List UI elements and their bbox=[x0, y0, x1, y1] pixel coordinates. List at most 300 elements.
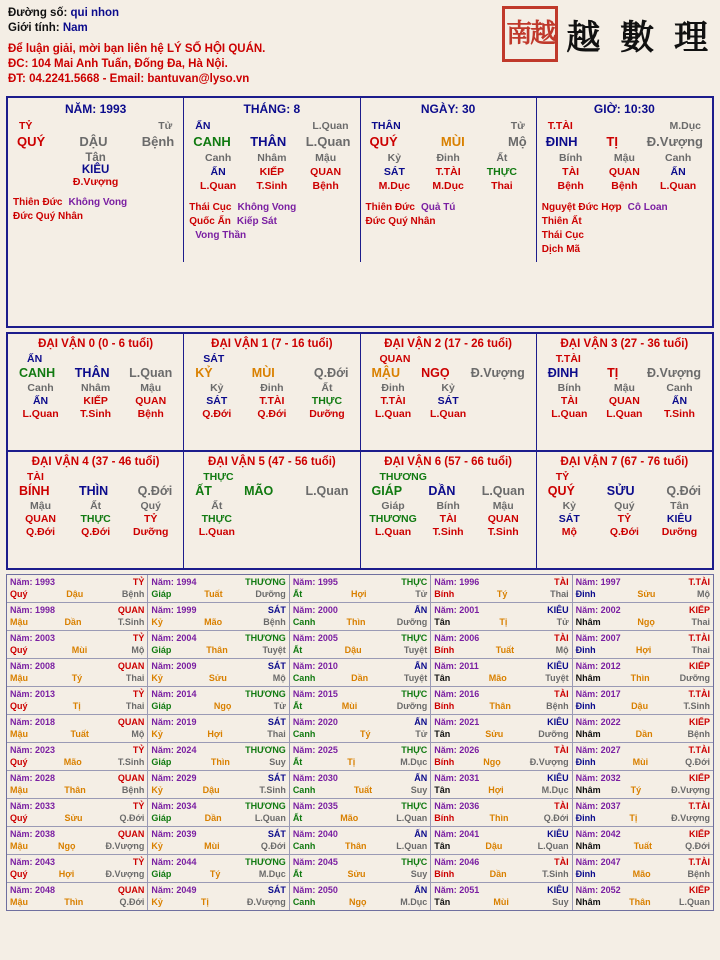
year-cell-line2 bbox=[293, 700, 427, 712]
year-cell-line2 bbox=[293, 896, 427, 908]
year-ten-god: SÁT bbox=[267, 829, 286, 839]
year-cell[interactable] bbox=[7, 687, 148, 714]
pillar-branch: MÙI bbox=[440, 134, 465, 149]
year-cell[interactable] bbox=[148, 799, 289, 826]
year-stage: Thai bbox=[125, 701, 145, 711]
hidden-god: TÀI bbox=[439, 513, 457, 525]
year-cell-line1 bbox=[434, 604, 568, 616]
year-branch: Mùi bbox=[632, 757, 649, 767]
year-cell[interactable] bbox=[290, 575, 431, 602]
year-ten-god: SÁT bbox=[267, 605, 286, 615]
year-cell[interactable] bbox=[148, 603, 289, 630]
year-cell-line2 bbox=[434, 784, 568, 796]
dai-van-cell bbox=[8, 334, 184, 450]
year-stem: Quý bbox=[10, 701, 28, 711]
table-row bbox=[7, 603, 713, 631]
year-branch: Hợi bbox=[58, 869, 75, 879]
year-cell-line1 bbox=[10, 632, 144, 644]
year-cell[interactable] bbox=[573, 883, 713, 910]
year-stage: Tử bbox=[556, 617, 569, 627]
year-prefix: Năm: bbox=[434, 689, 460, 699]
year-prefix: Năm: bbox=[10, 689, 36, 699]
table-row bbox=[7, 827, 713, 855]
year-cell[interactable] bbox=[290, 799, 431, 826]
pillar-note: Đức Quý Nhân bbox=[13, 211, 84, 222]
hidden-stem: Mậu bbox=[30, 500, 52, 512]
year-cell-line1 bbox=[293, 660, 427, 672]
year-cell[interactable] bbox=[7, 855, 148, 882]
year-cell-line2 bbox=[10, 812, 144, 824]
dai-van-stage: L.Quan bbox=[481, 484, 525, 498]
year-stage: Bệnh bbox=[687, 729, 711, 739]
dai-van-cell bbox=[184, 452, 360, 568]
hidden-stem: Mậu bbox=[492, 500, 514, 512]
hidden-stage: Dưỡng bbox=[661, 526, 698, 538]
hidden-stage: T.Sinh bbox=[663, 408, 695, 420]
dai-van-title: ĐẠI VẬN 5 (47 - 56 tuổi) bbox=[207, 456, 336, 468]
hidden-god: QUAN bbox=[487, 513, 519, 525]
year-cell[interactable] bbox=[290, 743, 431, 770]
contact-note-1: Để luận giải, mời bạn liên hệ LÝ SỐ HỘI QUÁN. bbox=[8, 43, 266, 55]
hidden-stem: Ất bbox=[90, 500, 102, 512]
year-stem: Mậu bbox=[10, 785, 28, 795]
year-prefix: Năm: bbox=[575, 633, 601, 643]
year-value: 2007 bbox=[600, 633, 621, 643]
year-stage: Bệnh bbox=[687, 869, 711, 879]
dai-van-branch: SỬU bbox=[606, 484, 635, 498]
dai-van-mainrow bbox=[13, 483, 178, 498]
year-value: 2039 bbox=[176, 829, 197, 839]
hidden-stem: Bính bbox=[558, 152, 583, 164]
dai-van-mainrow bbox=[366, 483, 531, 498]
year-cell[interactable] bbox=[290, 883, 431, 910]
brand-logo bbox=[502, 6, 712, 62]
hidden-god: SÁT bbox=[206, 395, 228, 407]
year-cell[interactable] bbox=[148, 715, 289, 742]
year-cell[interactable] bbox=[148, 743, 289, 770]
pillar-note-row bbox=[542, 201, 707, 215]
year-ten-god: THỰC bbox=[401, 801, 428, 811]
year-cell[interactable] bbox=[290, 687, 431, 714]
year-ten-god: ẤN bbox=[414, 605, 428, 615]
pillar-note-row bbox=[542, 229, 707, 243]
year-stem: Mậu bbox=[10, 673, 28, 683]
hidden-god: QUAN bbox=[608, 166, 640, 178]
hidden-stem: Đinh bbox=[436, 152, 460, 164]
year-ten-god: KIÊU bbox=[547, 661, 569, 671]
year-label bbox=[434, 632, 479, 644]
year-stage: Tuyệt bbox=[403, 645, 428, 655]
year-label bbox=[576, 604, 621, 616]
year-cell-line1 bbox=[293, 716, 427, 728]
year-prefix: Năm: bbox=[10, 717, 36, 727]
dai-van-hidden-col bbox=[244, 382, 299, 421]
year-label bbox=[10, 660, 55, 672]
dai-van-stage: Q.Đới bbox=[666, 484, 701, 498]
year-cell[interactable] bbox=[573, 827, 713, 854]
year-branch: Thìn bbox=[210, 757, 230, 767]
year-value: 2016 bbox=[459, 689, 480, 699]
year-stage: Dưỡng bbox=[538, 729, 569, 739]
year-branch: Thìn bbox=[64, 897, 84, 907]
table-row bbox=[7, 631, 713, 659]
hidden-god: KIẾP bbox=[259, 166, 285, 178]
year-stem: Kỷ bbox=[151, 841, 163, 851]
year-ten-god: ẤN bbox=[414, 773, 428, 783]
pillar-note: Vong Thần bbox=[195, 230, 247, 241]
year-cell[interactable] bbox=[148, 855, 289, 882]
year-cell-line1 bbox=[10, 744, 144, 756]
year-stem: Quý bbox=[10, 869, 28, 879]
dai-van-cell bbox=[184, 334, 360, 450]
year-cell[interactable] bbox=[431, 603, 572, 630]
year-cell[interactable] bbox=[573, 659, 713, 686]
year-cell[interactable] bbox=[573, 799, 713, 826]
year-cell[interactable] bbox=[431, 743, 572, 770]
year-prefix: Năm: bbox=[292, 633, 318, 643]
dai-van-cell bbox=[537, 334, 712, 450]
year-stem: Giáp bbox=[151, 645, 172, 655]
year-cell[interactable] bbox=[290, 771, 431, 798]
year-stem: Kỷ bbox=[151, 785, 163, 795]
year-cell[interactable] bbox=[148, 659, 289, 686]
table-row bbox=[7, 799, 713, 827]
year-cell[interactable] bbox=[7, 743, 148, 770]
year-ten-god: KIẾP bbox=[689, 605, 711, 615]
year-value: 2017 bbox=[600, 689, 621, 699]
year-cell[interactable] bbox=[7, 883, 148, 910]
pillar-note-row bbox=[189, 215, 354, 229]
dai-van-ten-god: ẤN bbox=[27, 353, 43, 365]
dai-van-stage: Q.Đới bbox=[137, 484, 173, 498]
year-ten-god: TÀI bbox=[554, 633, 569, 643]
year-branch: Sửu bbox=[208, 673, 227, 683]
pillar-stem: ĐINH bbox=[545, 134, 578, 149]
year-stage: Thai bbox=[125, 673, 145, 683]
year-cell-line1 bbox=[434, 856, 568, 868]
dai-van-stem: KỶ bbox=[195, 366, 213, 380]
year-cell-line2 bbox=[10, 588, 144, 600]
year-cell-line1 bbox=[10, 688, 144, 700]
pillar-stage-value: Bệnh bbox=[141, 134, 175, 149]
year-label bbox=[10, 632, 55, 644]
year-value: 2005 bbox=[317, 633, 338, 643]
year-cell-line1 bbox=[293, 576, 427, 588]
year-cell-line1 bbox=[576, 632, 710, 644]
year-branch: Sửu bbox=[485, 729, 504, 739]
year-value: 2052 bbox=[600, 885, 621, 895]
year-cell[interactable] bbox=[7, 631, 148, 658]
dai-van-branch: MÃO bbox=[244, 484, 274, 498]
year-cell[interactable] bbox=[148, 631, 289, 658]
year-value: 2001 bbox=[459, 605, 480, 615]
year-value: 2033 bbox=[35, 801, 56, 811]
year-cell[interactable] bbox=[290, 827, 431, 854]
year-cell[interactable] bbox=[290, 603, 431, 630]
pillar-column bbox=[537, 98, 712, 262]
year-stage: Đ.Vượng bbox=[671, 785, 711, 795]
year-cell-line1 bbox=[151, 660, 285, 672]
year-stage: Bệnh bbox=[546, 701, 569, 711]
dai-van-hidden-col bbox=[366, 382, 421, 421]
dai-van-hidden-col bbox=[189, 382, 244, 421]
pillar-branch: THÂN bbox=[250, 134, 287, 149]
year-branch: Tị bbox=[347, 757, 356, 767]
year-label bbox=[293, 632, 338, 644]
year-branch: Mão bbox=[632, 869, 651, 879]
year-stage: Dưỡng bbox=[396, 617, 428, 627]
year-cell[interactable] bbox=[431, 855, 572, 882]
year-cell-line1 bbox=[151, 800, 285, 812]
year-ten-god: QUAN bbox=[117, 661, 145, 671]
year-stage: Tuyệt bbox=[403, 673, 428, 683]
year-prefix: Năm: bbox=[292, 717, 318, 727]
year-ten-god: THỰC bbox=[401, 857, 428, 867]
year-prefix: Năm: bbox=[151, 689, 177, 699]
dai-van-stage: Đ.Vượng bbox=[470, 366, 525, 380]
year-ten-god: QUAN bbox=[117, 717, 145, 727]
year-cell[interactable] bbox=[290, 659, 431, 686]
year-cell[interactable] bbox=[148, 771, 289, 798]
year-cell-line1 bbox=[151, 688, 285, 700]
year-cell[interactable] bbox=[431, 575, 572, 602]
year-prefix: Năm: bbox=[434, 717, 460, 727]
year-cell[interactable] bbox=[573, 743, 713, 770]
year-label bbox=[434, 716, 479, 728]
pillar-ten-god: ẤN bbox=[195, 120, 211, 132]
year-cell[interactable] bbox=[573, 603, 713, 630]
year-cell-line1 bbox=[151, 772, 285, 784]
year-cell[interactable] bbox=[431, 715, 572, 742]
hidden-stem: Canh bbox=[665, 152, 692, 164]
year-cell[interactable] bbox=[148, 687, 289, 714]
year-branch: Dậu bbox=[631, 701, 649, 711]
year-stem: Nhâm bbox=[575, 785, 601, 795]
year-prefix: Năm: bbox=[292, 605, 318, 615]
year-stage: Q.Đới bbox=[260, 841, 286, 851]
year-stem: Bính bbox=[434, 869, 455, 879]
year-value: 2013 bbox=[35, 689, 56, 699]
year-cell-line1 bbox=[576, 800, 710, 812]
year-cell[interactable] bbox=[290, 631, 431, 658]
pillar-subrow bbox=[13, 120, 178, 132]
year-value: 2028 bbox=[35, 773, 56, 783]
year-stage: Đ.Vượng bbox=[246, 897, 286, 907]
year-value: 1996 bbox=[459, 577, 480, 587]
year-ten-god: TÀI bbox=[554, 745, 569, 755]
year-cell-line2 bbox=[434, 700, 568, 712]
year-cell-line1 bbox=[10, 884, 144, 896]
year-ten-god: QUAN bbox=[117, 773, 145, 783]
year-cell[interactable] bbox=[7, 575, 148, 602]
year-cell[interactable] bbox=[573, 687, 713, 714]
year-prefix: Năm: bbox=[575, 605, 601, 615]
year-branch: Thân bbox=[629, 897, 651, 907]
road-value: qui nhon bbox=[70, 7, 120, 19]
hidden-god: T.TÀI bbox=[259, 395, 285, 407]
year-label bbox=[293, 604, 338, 616]
year-branch: Tý bbox=[71, 673, 83, 683]
year-stage: Thai bbox=[691, 645, 711, 655]
year-ten-god: T.TÀI bbox=[688, 689, 711, 699]
year-stem: Kỷ bbox=[151, 673, 163, 683]
year-cell-line1 bbox=[576, 660, 710, 672]
year-stage: L.Quan bbox=[396, 813, 428, 823]
year-ten-god: THƯƠNG bbox=[245, 857, 286, 867]
hidden-stage: L.Quan bbox=[551, 408, 588, 420]
pillar-title: NĂM: 1993 bbox=[64, 102, 127, 116]
dai-van-stage: L.Quan bbox=[129, 366, 173, 380]
year-stem: Canh bbox=[292, 617, 316, 627]
gender-label: Giới tính: bbox=[8, 22, 60, 34]
year-ten-god: KIÊU bbox=[547, 605, 569, 615]
year-stage: Thai bbox=[691, 617, 711, 627]
pillar-ten-god: T.TÀI bbox=[547, 120, 573, 132]
year-cell[interactable] bbox=[7, 771, 148, 798]
year-cell[interactable] bbox=[573, 715, 713, 742]
year-cell[interactable] bbox=[431, 659, 572, 686]
year-prefix: Năm: bbox=[575, 857, 601, 867]
year-cell-line2 bbox=[434, 868, 568, 880]
year-branch: Hợi bbox=[488, 785, 504, 795]
year-cell[interactable] bbox=[290, 855, 431, 882]
pillar-column bbox=[8, 98, 184, 262]
dai-van-branch: MÙI bbox=[251, 366, 275, 380]
dai-van-hidden-col bbox=[299, 500, 354, 539]
year-cell-line2 bbox=[151, 868, 285, 880]
hidden-stage: L.Quan bbox=[430, 408, 467, 420]
year-value: 2031 bbox=[459, 773, 480, 783]
year-cell-line2 bbox=[576, 812, 710, 824]
pillar-branch: DẬU bbox=[79, 134, 108, 149]
year-branch: Dậu bbox=[485, 841, 503, 851]
year-label bbox=[293, 688, 338, 700]
year-cell[interactable] bbox=[7, 603, 148, 630]
year-cell-line2 bbox=[10, 672, 144, 684]
year-value: 2011 bbox=[459, 661, 479, 671]
year-stage: L.Quan bbox=[537, 841, 569, 851]
pillar-notes bbox=[366, 201, 531, 229]
year-cell-line2 bbox=[10, 756, 144, 768]
year-cell[interactable] bbox=[431, 799, 572, 826]
year-label bbox=[10, 856, 55, 868]
year-branch: Mùi bbox=[71, 645, 88, 655]
pillar-note: Kiếp Sát bbox=[236, 216, 277, 227]
pillar-note: Thái Cục bbox=[189, 202, 232, 213]
pillar-stage-value: Đ.Vượng bbox=[646, 134, 703, 149]
year-prefix: Năm: bbox=[434, 801, 460, 811]
year-value: 1994 bbox=[176, 577, 197, 587]
year-ten-god: KIÊU bbox=[547, 885, 569, 895]
year-prefix: Năm: bbox=[292, 885, 318, 895]
pillar-note: Đức Quý Nhân bbox=[365, 216, 436, 227]
year-branch: Thân bbox=[64, 785, 86, 795]
pillar-hidden-col bbox=[421, 151, 475, 193]
year-cell[interactable] bbox=[431, 771, 572, 798]
year-stage: T.Sinh bbox=[683, 701, 711, 711]
year-value: 2018 bbox=[35, 717, 56, 727]
year-stage: M.Dục bbox=[541, 785, 569, 795]
year-cell[interactable] bbox=[431, 883, 572, 910]
year-stem: Nhâm bbox=[575, 729, 601, 739]
year-cell-line2 bbox=[434, 672, 568, 684]
table-row bbox=[7, 687, 713, 715]
year-cell[interactable] bbox=[7, 827, 148, 854]
year-stem: Ất bbox=[292, 701, 303, 711]
year-branch: Tý bbox=[496, 589, 508, 599]
year-cell[interactable] bbox=[148, 575, 289, 602]
dai-van-stem: QUÝ bbox=[547, 484, 575, 498]
year-label bbox=[10, 884, 55, 896]
year-stage: Bệnh bbox=[121, 785, 145, 795]
dai-van-ten-god: QUAN bbox=[379, 353, 411, 365]
year-label bbox=[151, 744, 196, 756]
year-cell[interactable] bbox=[431, 827, 572, 854]
dai-van-title: ĐẠI VẬN 1 (7 - 16 tuổi) bbox=[211, 338, 333, 350]
year-ten-god: T.TÀI bbox=[688, 801, 711, 811]
year-stage: Đ.Vượng bbox=[529, 757, 569, 767]
year-cell[interactable] bbox=[573, 575, 713, 602]
year-prefix: Năm: bbox=[292, 829, 318, 839]
year-ten-god: THƯƠNG bbox=[245, 577, 286, 587]
year-cell-line1 bbox=[293, 856, 427, 868]
year-label bbox=[293, 884, 338, 896]
year-stem: Canh bbox=[292, 841, 316, 851]
year-label bbox=[10, 772, 55, 784]
year-branch: Hợi bbox=[207, 729, 223, 739]
hidden-stem: Ất bbox=[496, 152, 508, 164]
year-cell[interactable] bbox=[148, 883, 289, 910]
year-stem: Mậu bbox=[10, 897, 28, 907]
year-cell[interactable] bbox=[431, 687, 572, 714]
year-value: 2022 bbox=[600, 717, 621, 727]
year-cell[interactable] bbox=[7, 799, 148, 826]
year-prefix: Năm: bbox=[575, 745, 601, 755]
year-prefix: Năm: bbox=[10, 829, 36, 839]
year-cell[interactable] bbox=[7, 715, 148, 742]
year-label bbox=[10, 576, 55, 588]
dai-van-hidden-grid bbox=[13, 380, 178, 421]
year-prefix: Năm: bbox=[575, 829, 601, 839]
pillar-stem: QUÝ bbox=[17, 134, 46, 149]
dai-van-cell bbox=[361, 452, 537, 568]
dai-van-hidden-col bbox=[244, 500, 299, 539]
year-cell[interactable] bbox=[290, 715, 431, 742]
year-cell[interactable] bbox=[573, 631, 713, 658]
year-ten-god: KIẾP bbox=[689, 773, 711, 783]
year-cell[interactable] bbox=[573, 855, 713, 882]
year-branch: Mùi bbox=[204, 841, 220, 851]
pillar-note-row bbox=[189, 229, 354, 243]
dai-van-mainrow bbox=[542, 483, 707, 498]
year-cell[interactable] bbox=[573, 771, 713, 798]
year-stage: Bệnh bbox=[263, 617, 286, 627]
dai-van-hidden-col bbox=[652, 382, 707, 421]
year-ten-god: QUAN bbox=[117, 605, 145, 615]
year-cell-line1 bbox=[10, 660, 144, 672]
year-cell-line2 bbox=[293, 644, 427, 656]
year-label bbox=[151, 800, 196, 812]
year-cell[interactable] bbox=[431, 631, 572, 658]
year-cell[interactable] bbox=[7, 659, 148, 686]
dai-van-hidden-grid bbox=[366, 380, 531, 421]
hidden-stage: Dưỡng bbox=[309, 408, 345, 420]
seal-icon: 南越 bbox=[502, 6, 558, 62]
pillar-column bbox=[184, 98, 360, 262]
year-label bbox=[434, 688, 479, 700]
year-cell[interactable] bbox=[148, 827, 289, 854]
year-cell-line1 bbox=[151, 884, 285, 896]
